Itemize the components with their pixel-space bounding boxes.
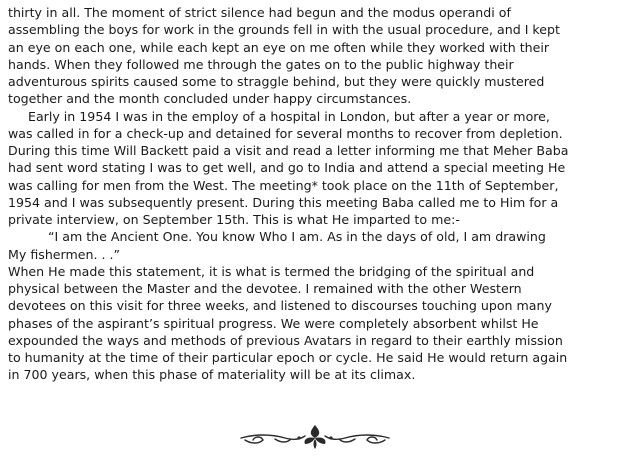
text-line: When He made this statement, it is what is termed the bridging of the spiritual and [8, 263, 535, 279]
text-line: thirty in all. The moment of strict silence had begun and the modus operandi of [8, 5, 511, 20]
text-line: devotees on this visit for three weeks, and listened to discourses touching upon many [8, 298, 552, 314]
text-line: had sent word stating I was to get well, and go to India and attend a special meeting He [8, 160, 566, 176]
text-line: an eye on each one, while each kept an eye on me often while they worked with their [8, 39, 550, 55]
text-line: together and the month concluded under happy circumstances. [8, 91, 412, 107]
text-line: expounded the ways and methods of previous Avatars in regard to their earthly mission [8, 332, 563, 348]
text-line: adventurous spirits caused some to straggle behind, but they were quickly mustered [8, 74, 545, 89]
quote-line: My fishermen. . .” [8, 246, 121, 262]
ornament-divider [0, 422, 630, 452]
text-line: was calling for men from the West. The meeting* took place on the 11th of September, [8, 177, 559, 193]
text-line: During this time Will Backett paid a visit and read a letter informing me that Meher Baba [8, 143, 569, 158]
text-line: assembling the boys for work in the grounds fell in with the usual procedure, and I kept [8, 22, 560, 38]
text-line: physical between the Master and the devotee. I remained with the other Western [8, 281, 522, 296]
text-line: Early in 1954 I was in the employ of a hospital in London, but after a year or more, [28, 108, 550, 124]
text-line: 1954 and I was subsequently present. During this meeting Baba called me to Him for a [8, 194, 559, 210]
flourish-ornament-icon [235, 422, 395, 452]
quote-line: “I am the Ancient One. You know Who I am. As in the days of old, I am drawing [48, 229, 546, 245]
text-line: in 700 years, when this phase of materiality will be at its climax. [8, 367, 416, 383]
text-line: was called in for a check-up and detained for several months to recover from depletion. [8, 125, 563, 141]
text-line: hands. When they followed me through the gates on to the public highway their [8, 56, 514, 72]
text-line: phases of the aspirant’s spiritual progress. We were completely absorbent whilst He [8, 315, 539, 331]
text-line: to humanity at the time of their particular epoch or cycle. He said He would return again [8, 350, 568, 365]
text-line: private interview, on September 15th. This is what He imparted to me:- [8, 212, 460, 227]
